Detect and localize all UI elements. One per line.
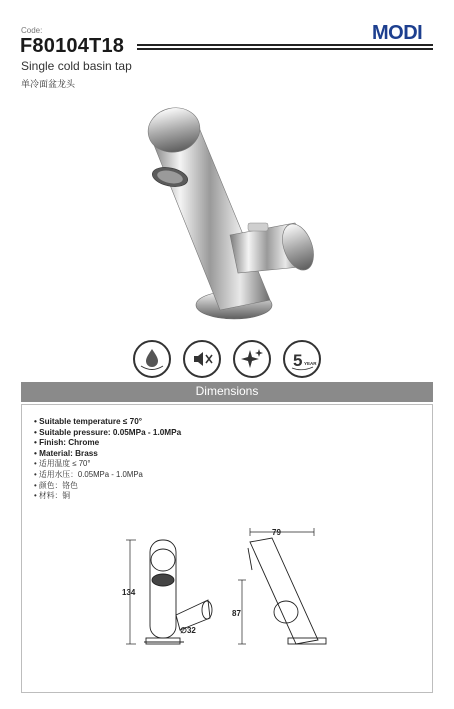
product-name-en: Single cold basin tap: [21, 59, 132, 73]
spec-list: [34, 417, 181, 502]
width-dimension-label: 79: [272, 528, 281, 537]
spec-item: • 材料：铜: [34, 491, 181, 502]
spec-item: • Material: Brass: [34, 449, 181, 460]
side-view-drawing: [238, 528, 326, 644]
feature-icons: [128, 340, 328, 380]
sparkle-finish-icon: [233, 340, 271, 378]
dimensions-title: Dimensions: [195, 384, 259, 398]
spec-item: • Finish: Chrome: [34, 438, 181, 449]
spec-item: • 适用水压：0.05MPa - 1.0MPa: [34, 470, 181, 481]
low-noise-icon: [183, 340, 221, 378]
product-code: F80104T18: [20, 35, 125, 57]
warranty-number: 5: [293, 351, 303, 370]
product-name-cn: 单冷面盆龙头: [21, 79, 76, 89]
header-rule-bottom: [137, 48, 433, 50]
product-image: [120, 95, 340, 335]
spec-item: • Suitable pressure: 0.05MPa - 1.0MPa: [34, 428, 181, 439]
spec-item: • 颜色：铬色: [34, 481, 181, 492]
front-view-drawing: [126, 540, 212, 644]
spec-item: • 适用温度 ≤ 70°: [34, 459, 181, 470]
technical-drawings: [100, 520, 400, 680]
brand-logo: MODI: [372, 22, 423, 44]
warranty-unit: YEAR: [304, 361, 317, 366]
handle-height-label: 87: [232, 609, 241, 618]
code-label: Code:: [21, 26, 43, 35]
spec-item: • Suitable temperature ≤ 70°: [34, 417, 181, 428]
height-dimension-label: 134: [122, 588, 136, 597]
five-year-warranty-icon: [283, 340, 321, 378]
water-drop-certified-icon: [133, 340, 171, 378]
base-diameter-label: ∅32: [180, 626, 196, 635]
